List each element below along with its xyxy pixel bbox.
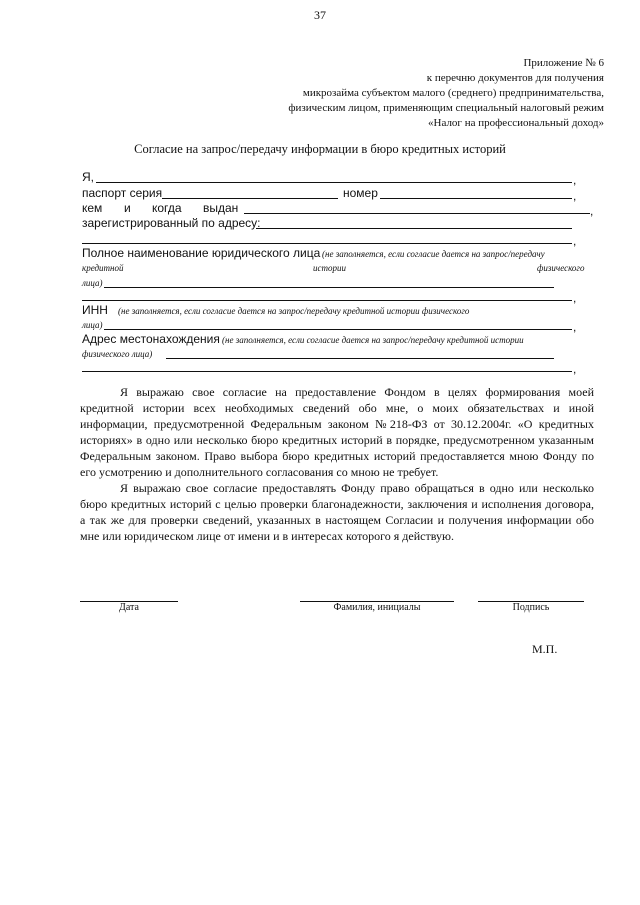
appendix-line-4: физическим лицом, применяющим специальный налоговый режим [288,102,604,114]
appendix-line-2: к перечню документов для получения [426,72,604,84]
appendix-line-1: Приложение № 6 [523,57,604,69]
note-legal-name-1: (не заполняется, если согласие дается на запрос/передачу [322,249,545,259]
consent-paragraph-2 [80,480,594,544]
label-passport-series: паспорт серия [82,186,163,200]
comma: , [573,362,577,376]
label-kogda: когда [152,201,182,215]
comma: , [573,291,577,305]
stamp-placeholder: М.П. [532,642,558,656]
page-number: 37 [314,8,326,22]
appendix-line-3: микрозайма субъектом малого (среднего) предпринимательства, [302,87,604,99]
comma: , [573,173,577,187]
name-initials-label: Фамилия, инициалы [333,602,421,613]
label-vydan: выдан [203,201,239,215]
note-inn-2: лица) [82,320,103,330]
document-title: Согласие на запрос/передачу информации в бюро кредитных историй [134,142,506,156]
field-passport-series[interactable] [162,198,338,199]
label-legal-entity-name: Полное наименование юридического лица [82,246,321,260]
note-address-1: (не заполняется, если согласие дается на запрос/передачу кредитной истории [222,335,524,345]
label-registered: зарегистрированный по адресу: [82,216,261,230]
consent-paragraph-1 [80,384,594,480]
field-location-address-2[interactable] [82,371,572,372]
field-inn[interactable] [104,329,572,330]
note-address-2: физического лица) [82,349,153,359]
field-registration-address[interactable] [256,228,572,229]
consent-paragraph-1-line-1: Я выражаю свое согласие на предоставление Фондом в целях формирования моей [120,385,594,399]
note-legal-name-2c: физического [537,263,585,273]
note-legal-name-3: лица) [82,278,103,288]
label-i: и [124,201,131,215]
consent-paragraph-2-rest: бюро кредитных историй с целью проверки благонадежности, заключения и исполнения договора, а так же для проверки сведений, указанных в настоящем Согласии и получения информации обо мне или юридическом лице от имени и в интересах которого я действую. [80,497,594,543]
date-label: Дата [119,602,139,613]
label-kem: кем [82,201,103,215]
field-legal-entity-name[interactable] [104,287,554,288]
comma: , [573,234,577,248]
field-full-name[interactable] [96,182,572,183]
field-legal-entity-name-2[interactable] [82,300,572,301]
label-location-address: Адрес местонахождения [82,332,220,346]
label-ya: Я, [82,170,94,184]
note-legal-name-2b: истории [313,263,346,273]
note-legal-name-2a: кредитной [82,263,124,273]
field-location-address[interactable] [166,358,554,359]
appendix-line-5: «Налог на профессиональный доход» [428,117,604,129]
field-passport-number[interactable] [380,198,572,199]
label-number: номер [343,186,378,200]
comma: , [573,189,577,203]
note-inn-1: (не заполняется, если согласие дается на запрос/передачу кредитной истории физического [118,306,470,316]
consent-paragraph-2-line-1: Я выражаю свое согласие предоставлять Фонду право обращаться в одно или несколько [120,481,594,495]
consent-paragraph-1-rest: кредитной истории всех необходимых сведений обо мне, о моих обязательствах и иной информации, предусмотренной Федеральным законом №218-ФЗ от 30.12.2004г. «О кредитных историях» в одно или несколько бюро кредитных историй в порядке, предусмотренном указанным Федеральным законом. Право выбора бюро кредитных историй предоставляется мною Фонду по его усмотрению и дополнительного согласования со мною не требует. [80,401,594,479]
field-registration-address-2[interactable] [82,243,572,244]
comma: , [590,204,594,218]
field-issued-by[interactable] [244,213,590,214]
label-inn: ИНН [82,303,108,317]
comma: , [573,320,577,334]
signature-label: Подпись [512,602,550,613]
